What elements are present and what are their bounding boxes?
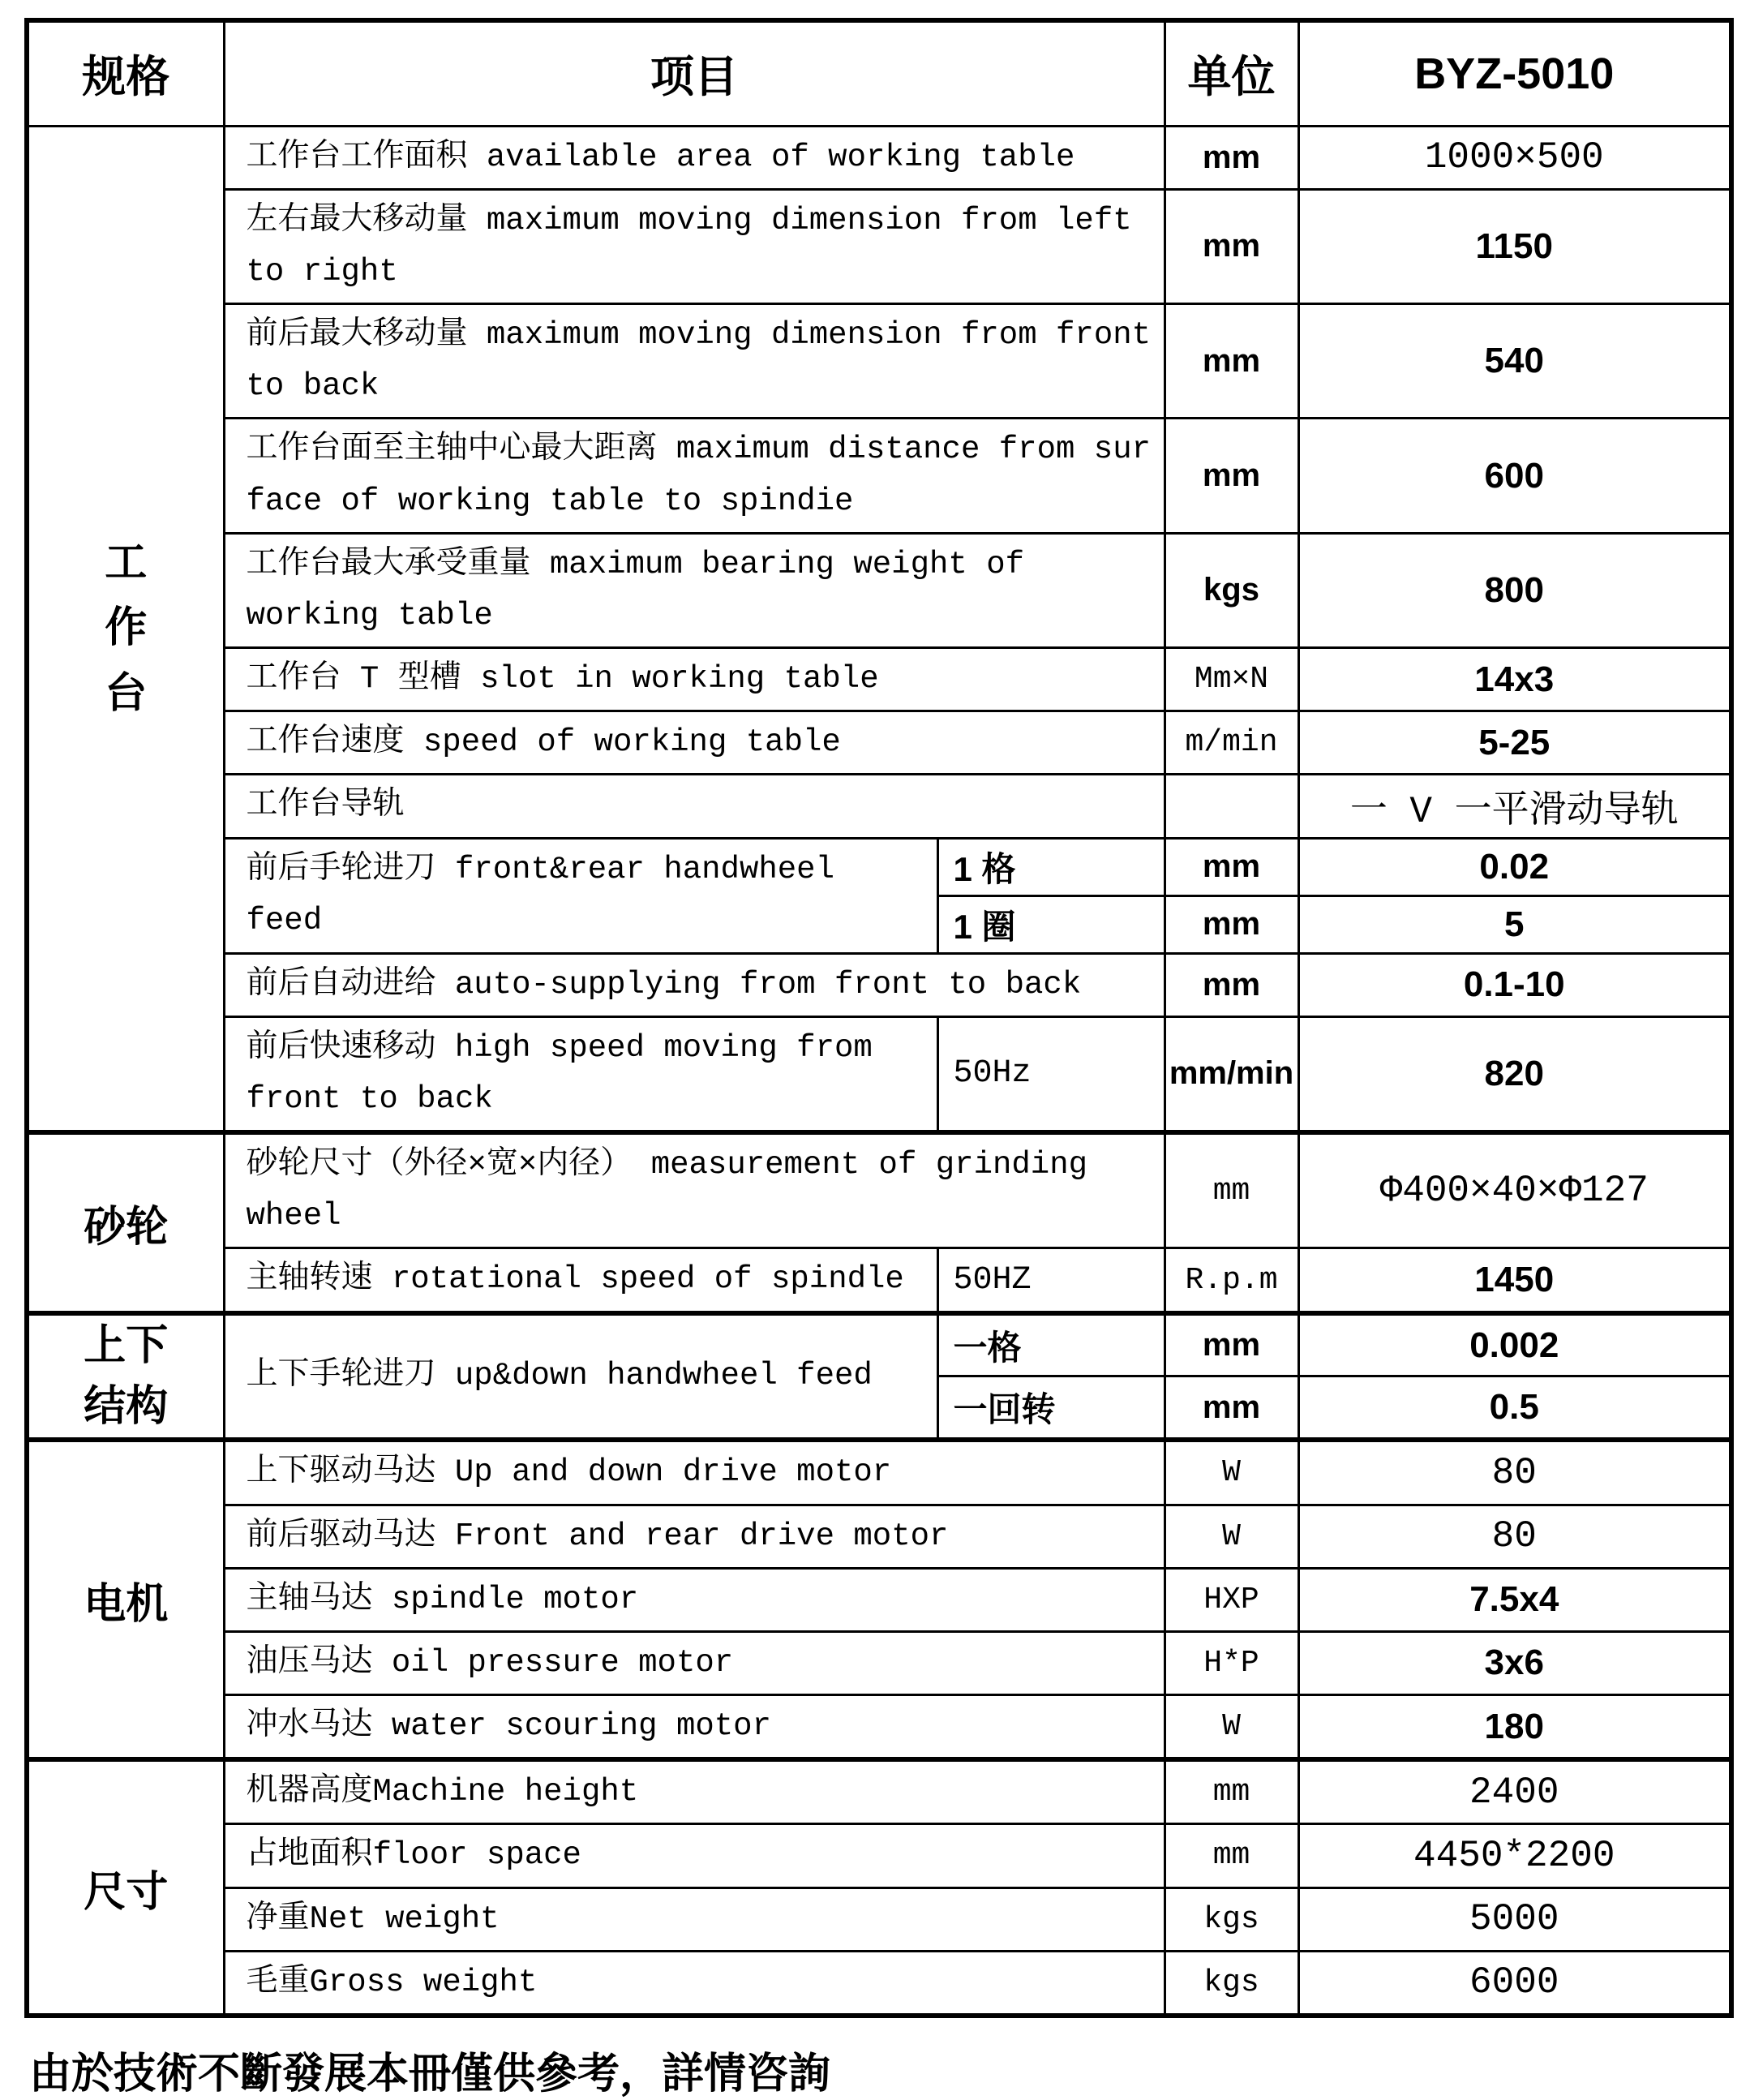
table-row [27,775,1731,838]
row-item: 毛重Gross weight [224,1951,1165,2016]
row-value: 1000×500 [1298,126,1731,189]
table-row [27,711,1731,775]
row-item: 砂轮尺寸（外径×宽×内径） measurement of grinding wheel [224,1132,1165,1248]
section-label-dimensions: 尺寸 [27,1759,224,2016]
row-unit: mm [1165,304,1298,419]
row-value: 7.5x4 [1298,1568,1731,1631]
table-row [27,1631,1731,1694]
row-item: 工作台面至主轴中心最大距离 maximum distance from sur face of working table to spindie [224,419,1165,533]
row-unit: mm [1165,1376,1298,1440]
row-unit: kgs [1165,533,1298,647]
row-item: 净重Net weight [224,1887,1165,1951]
row-unit: mm [1165,1824,1298,1887]
header-item: 项目 [224,20,1165,126]
row-item: 占地面积floor space [224,1824,1165,1887]
footer-note: 由於技術不斷發展本冊僅供參考，詳情咨詢 [29,2050,831,2098]
header-model: BYZ-5010 [1298,20,1731,126]
row-unit: Mm×N [1165,648,1298,711]
row-item: 机器高度Machine height [224,1759,1165,1824]
row-unit: W [1165,1505,1298,1568]
row-item: 前后自动进给 auto-supplying from front to back [224,953,1165,1016]
table-row [27,648,1731,711]
table-row [27,1824,1731,1887]
row-item: 主轴转速 rotational speed of spindle [224,1248,937,1313]
row-item: 油压马达 oil pressure motor [224,1631,1165,1694]
table-row [27,304,1731,419]
table-row [27,1759,1731,1824]
row-value: 0.02 [1298,838,1731,895]
table-row [27,1951,1731,2016]
row-unit: kgs [1165,1887,1298,1951]
row-value: 0.1-10 [1298,953,1731,1016]
section-label-worktable [27,126,224,1132]
table-row [27,953,1731,1016]
row-item: 上下驱动马达 Up and down drive motor [224,1440,1165,1505]
table-row [27,1695,1731,1760]
table-row [27,1016,1731,1132]
row-item: 工作台导轨 [224,775,1165,838]
row-unit: HXP [1165,1568,1298,1631]
section-label-worktable-text: 工作台 [105,539,148,718]
row-unit: mm [1165,1132,1298,1248]
table-row [27,838,1731,895]
row-value: 1450 [1298,1248,1731,1313]
row-value: 4450*2200 [1298,1824,1731,1887]
row-value: 820 [1298,1016,1731,1132]
row-unit: mm [1165,838,1298,895]
section-label-motor: 电机 [27,1440,224,1759]
table-row [27,126,1731,189]
row-value: 540 [1298,304,1731,419]
row-value: 一 V 一平滑动导轨 [1298,775,1731,838]
table-row [27,1505,1731,1568]
row-value: 1150 [1298,189,1731,303]
row-unit: R.p.m [1165,1248,1298,1313]
row-unit: mm [1165,953,1298,1016]
row-unit: mm [1165,189,1298,303]
table-row [27,533,1731,647]
row-value: 3x6 [1298,1631,1731,1694]
section-label-up-down-text: 上下结构 [84,1321,169,1430]
row-value: 6000 [1298,1951,1731,2016]
row-subitem: 一格 [937,1313,1165,1376]
row-value: 80 [1298,1505,1731,1568]
row-item: 工作台速度 speed of working table [224,711,1165,775]
row-unit: W [1165,1440,1298,1505]
row-value: 0.002 [1298,1313,1731,1376]
row-item: 工作台工作面积 available area of working table [224,126,1165,189]
row-item: 上下手轮进刀 up&down handwheel feed [224,1313,937,1441]
header-row [27,20,1731,126]
row-item: 主轴马达 spindle motor [224,1568,1165,1631]
row-value: 0.5 [1298,1376,1731,1440]
table-row [27,419,1731,533]
row-subitem: 一回转 [937,1376,1165,1440]
row-value: 800 [1298,533,1731,647]
table-row [27,1440,1731,1505]
row-item: 前后驱动马达 Front and rear drive motor [224,1505,1165,1568]
row-value: 5 [1298,895,1731,953]
row-unit: mm [1165,1759,1298,1824]
row-value: 180 [1298,1695,1731,1760]
row-unit: mm [1165,419,1298,533]
row-unit: mm [1165,1313,1298,1376]
row-value: 5-25 [1298,711,1731,775]
section-label-grinding-wheel: 砂轮 [27,1132,224,1313]
table-row [27,1568,1731,1631]
row-value: 2400 [1298,1759,1731,1824]
row-value: 5000 [1298,1887,1731,1951]
row-subitem: 1 格 [937,838,1165,895]
row-unit: mm [1165,126,1298,189]
table-row [27,1313,1731,1376]
row-unit: kgs [1165,1951,1298,2016]
row-subitem: 50Hz [937,1016,1165,1132]
row-subitem: 50HZ [937,1248,1165,1313]
row-unit: H*P [1165,1631,1298,1694]
row-value: Φ400×40×Φ127 [1298,1132,1731,1248]
row-unit: mm/min [1165,1016,1298,1132]
table-row [27,1887,1731,1951]
row-item: 冲水马达 water scouring motor [224,1695,1165,1760]
row-unit: m/min [1165,711,1298,775]
row-item: 前后快速移动 high speed moving from front to back [224,1016,937,1132]
row-value: 600 [1298,419,1731,533]
table-row [27,189,1731,303]
header-unit: 单位 [1165,20,1298,126]
row-item: 前后手轮进刀 front&rear handwheel feed [224,838,937,953]
header-spec: 规格 [27,20,224,126]
row-subitem: 1 圈 [937,895,1165,953]
row-value: 80 [1298,1440,1731,1505]
row-item: 工作台 T 型槽 slot in working table [224,648,1165,711]
row-unit [1165,775,1298,838]
section-label-up-down [27,1313,224,1441]
row-item: 工作台最大承受重量 maximum bearing weight of working table [224,533,1165,647]
row-item: 前后最大移动量 maximum moving dimension from front to back [224,304,1165,419]
table-row [27,1132,1731,1248]
row-unit: W [1165,1695,1298,1760]
spec-table [24,18,1734,2018]
table-row [27,1248,1731,1313]
row-item: 左右最大移动量 maximum moving dimension from left to right [224,189,1165,303]
row-value: 14x3 [1298,648,1731,711]
row-unit: mm [1165,895,1298,953]
